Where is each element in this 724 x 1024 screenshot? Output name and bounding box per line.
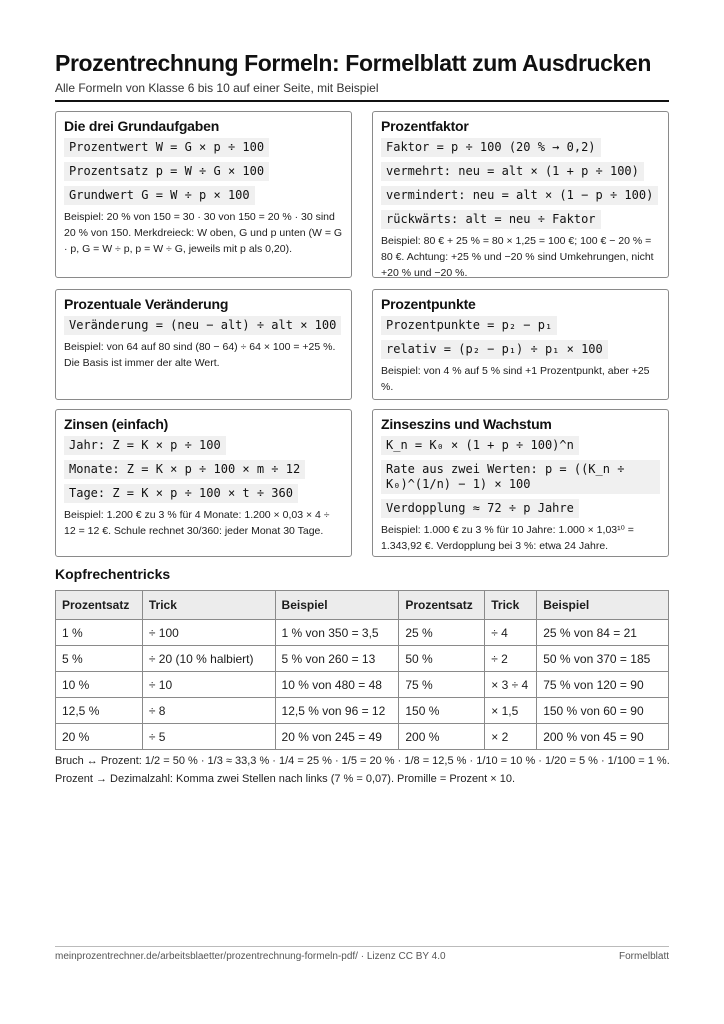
table-cell: 200 % von 45 = 90 xyxy=(537,724,669,750)
table-cell: 200 % xyxy=(399,724,485,750)
formula-zinsen-monate: Monate: Z = K × p ÷ 100 × m ÷ 12 xyxy=(64,460,305,479)
card-prozentfaktor xyxy=(372,111,669,278)
card-title: Die drei Grundaufgaben xyxy=(64,118,220,134)
card-example: Beispiel: 20 % von 150 = 30 · 30 von 150 = 20 % · 30 sind 20 % von 150. Merkdreieck: W oben, G und p unten (W = G · p, G = W ÷ p, p = W ÷ G, jeweils mit p als 0,20). xyxy=(64,211,343,255)
table-cell: × 3 ÷ 4 xyxy=(485,672,537,698)
column-header: Beispiel xyxy=(275,591,399,620)
table-cell: 50 % von 370 = 185 xyxy=(537,646,669,672)
formula-zinsen-jahr: Jahr: Z = K × p ÷ 100 xyxy=(64,436,226,455)
table-cell: 25 % xyxy=(399,620,485,646)
tricks-table xyxy=(55,590,669,750)
section-title-kopfrechentricks: Kopfrechentricks xyxy=(55,566,171,582)
card-grundaufgaben xyxy=(55,111,352,278)
footer-label: Formelblatt xyxy=(618,951,669,962)
formula-zinsen-tage: Tage: Z = K × p ÷ 100 × t ÷ 360 xyxy=(64,484,298,503)
table-cell: 25 % von 84 = 21 xyxy=(537,620,669,646)
card-example: Beispiel: von 64 auf 80 sind (80 − 64) ÷ 64 × 100 = +25 %. Die Basis ist immer der alte Wert. xyxy=(64,341,336,369)
formula-prozentpunkte: Prozentpunkte = p₂ − p₁ xyxy=(381,316,557,335)
formula-prozentwert: Prozentwert W = G × p ÷ 100 xyxy=(64,138,269,157)
formula-relativ: relativ = (p₂ − p₁) ÷ p₁ × 100 xyxy=(381,340,608,359)
column-header: Trick xyxy=(485,591,537,620)
table-cell: ÷ 5 xyxy=(142,724,275,750)
card-example: Beispiel: 1.000 € zu 3 % für 10 Jahre: 1.000 × 1,03¹⁰ = 1.343,92 €. Verdopplung bei 3 %: etwa 24 Jahre. xyxy=(381,524,634,552)
card-title: Zinseszins und Wachstum xyxy=(381,416,552,432)
table-cell: 10 % xyxy=(56,672,143,698)
page-title: Prozentrechnung Formeln: Formelblatt zum Ausdrucken xyxy=(55,50,651,76)
table-cell: 12,5 % von 96 = 12 xyxy=(275,698,399,724)
table-cell: 75 % von 120 = 90 xyxy=(537,672,669,698)
table-cell: ÷ 2 xyxy=(485,646,537,672)
column-header: Beispiel xyxy=(537,591,669,620)
formula-faktor: Faktor = p ÷ 100 (20 % → 0,2) xyxy=(381,138,601,157)
footer-source-license: meinprozentrechner.de/arbeitsblaetter/prozentrechnung-formeln-pdf/ · Lizenz CC BY 4.0 xyxy=(55,951,446,962)
table-cell: 10 % von 480 = 48 xyxy=(275,672,399,698)
table-cell: ÷ 100 xyxy=(142,620,275,646)
table-cell: × 2 xyxy=(485,724,537,750)
card-zinsen xyxy=(55,409,352,557)
card-example: Beispiel: 80 € + 25 % = 80 × 1,25 = 100 €; 100 € − 20 % = 80 €. Achtung: +25 % und −20 % sind Umkehrungen, nicht +20 % und −20 %. xyxy=(381,235,654,279)
table-row xyxy=(56,698,669,724)
table-row xyxy=(56,646,669,672)
table-cell: 5 % xyxy=(56,646,143,672)
decimal-note: Prozent → Dezimalzahl: Komma zwei Stellen nach links (7 % = 0,07). Promille = Prozent × 10. xyxy=(55,773,516,785)
table-cell: ÷ 4 xyxy=(485,620,537,646)
table-row xyxy=(56,672,669,698)
formula-rate: Rate aus zwei Werten: p = ((K_n ÷ K₀)^(1/n) − 1) × 100 xyxy=(381,460,660,494)
table-cell: 1 % xyxy=(56,620,143,646)
card-title: Prozentfaktor xyxy=(381,118,469,134)
formula-zinseszins: K_n = K₀ × (1 + p ÷ 100)^n xyxy=(381,436,579,455)
table-cell: 150 % von 60 = 90 xyxy=(537,698,669,724)
table-row xyxy=(56,620,669,646)
table-cell: 50 % xyxy=(399,646,485,672)
table-row xyxy=(56,724,669,750)
footer-divider xyxy=(55,946,669,947)
card-veraenderung xyxy=(55,289,352,400)
card-title: Prozentpunkte xyxy=(381,296,476,312)
table-cell: 75 % xyxy=(399,672,485,698)
page-subtitle: Alle Formeln von Klasse 6 bis 10 auf einer Seite, mit Beispiel xyxy=(55,81,379,95)
card-title: Prozentuale Veränderung xyxy=(64,296,229,312)
column-header: Trick xyxy=(142,591,275,620)
table-cell: 5 % von 260 = 13 xyxy=(275,646,399,672)
table-cell: ÷ 8 xyxy=(142,698,275,724)
fraction-percent-note: Bruch ↔ Prozent: 1/2 = 50 % · 1/3 ≈ 33,3 % · 1/4 = 25 % · 1/5 = 20 % · 1/8 = 12,5 % · 1/10 = 10 % · 1/20 = 5 % · 1/100 = 1 %. xyxy=(55,755,670,767)
title-divider xyxy=(55,100,669,102)
table-cell: × 1,5 xyxy=(485,698,537,724)
column-header: Prozentsatz xyxy=(56,591,143,620)
card-example: Beispiel: von 4 % auf 5 % sind +1 Prozentpunkt, aber +25 %. xyxy=(381,365,650,393)
table-cell: 20 % xyxy=(56,724,143,750)
formula-verdopplung: Verdopplung ≈ 72 ÷ p Jahre xyxy=(381,499,579,518)
table-header-row xyxy=(56,591,669,620)
table-cell: 12,5 % xyxy=(56,698,143,724)
card-title: Zinsen (einfach) xyxy=(64,416,169,432)
table-cell: 150 % xyxy=(399,698,485,724)
table-cell: 20 % von 245 = 49 xyxy=(275,724,399,750)
formula-vermehrt: vermehrt: neu = alt × (1 + p ÷ 100) xyxy=(381,162,644,181)
card-zinseszins xyxy=(372,409,669,557)
formula-vermindert: vermindert: neu = alt × (1 − p ÷ 100) xyxy=(381,186,658,205)
table-cell: ÷ 20 (10 % halbiert) xyxy=(142,646,275,672)
table-cell: ÷ 10 xyxy=(142,672,275,698)
formula-veraenderung: Veränderung = (neu − alt) ÷ alt × 100 xyxy=(64,316,341,335)
formula-grundwert: Grundwert G = W ÷ p × 100 xyxy=(64,186,255,205)
table-cell: 1 % von 350 = 3,5 xyxy=(275,620,399,646)
column-header: Prozentsatz xyxy=(399,591,485,620)
card-example: Beispiel: 1.200 € zu 3 % für 4 Monate: 1.200 × 0,03 × 4 ÷ 12 = 12 €. Schule rechnet 30/360: jeder Monat 30 Tage. xyxy=(64,509,330,537)
formula-rueckwaerts: rückwärts: alt = neu ÷ Faktor xyxy=(381,210,601,229)
formula-prozentsatz: Prozentsatz p = W ÷ G × 100 xyxy=(64,162,269,181)
card-prozentpunkte xyxy=(372,289,669,400)
